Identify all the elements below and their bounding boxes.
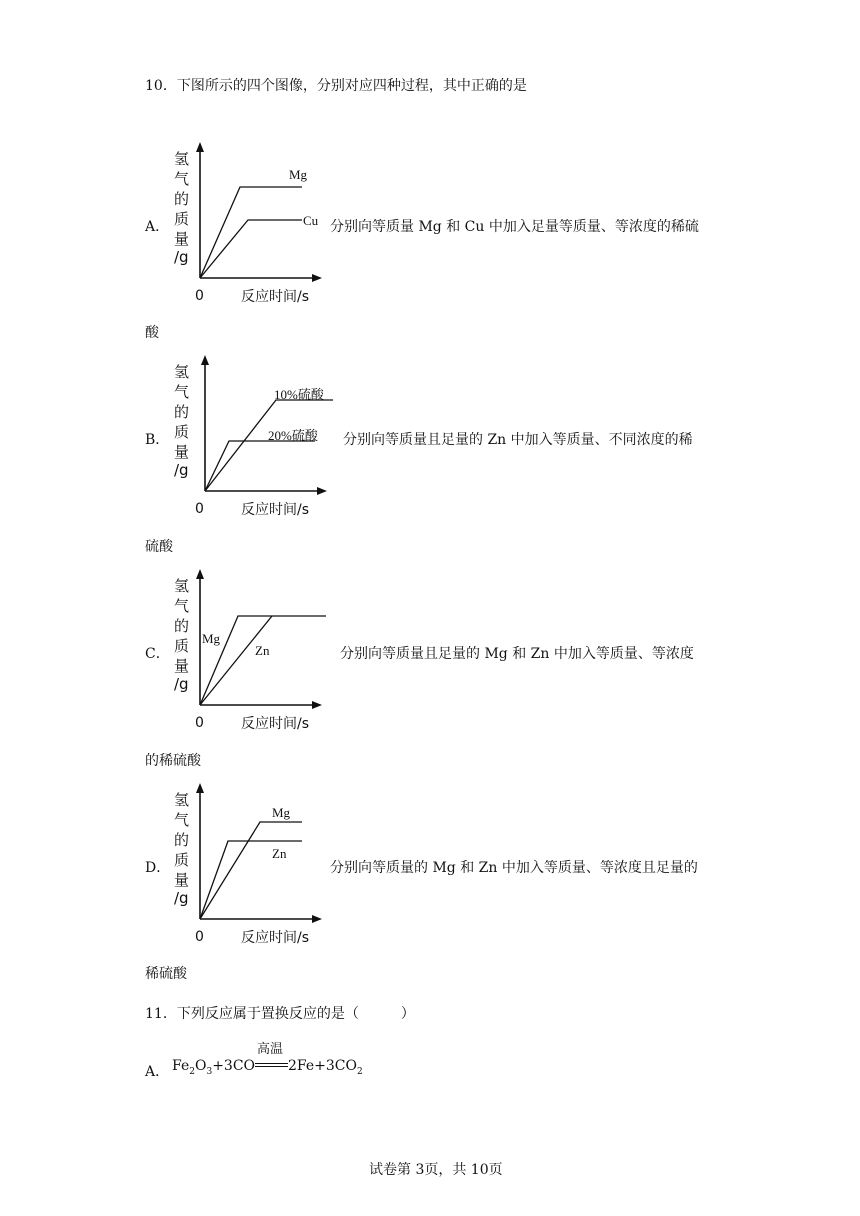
- curve-label-20-percent: 20%硫酸: [268, 428, 318, 443]
- curve-label-mg: Mg: [202, 631, 221, 646]
- formula-co: +3CO: [212, 1058, 256, 1074]
- curve-20-percent: [205, 441, 315, 491]
- y-label-char: 量: [174, 871, 190, 889]
- x-axis-arrow: [312, 274, 322, 282]
- y-label-char: 气: [174, 811, 190, 829]
- curve-label-10-percent: 10%硫酸: [274, 387, 324, 402]
- y-label-char: 量: [174, 443, 190, 461]
- subscript: 2: [356, 1066, 363, 1077]
- mg-curve: [200, 616, 326, 705]
- y-label-char: /g: [174, 889, 189, 907]
- option-d-graph: [168, 781, 338, 951]
- formula-fe: Fe: [172, 1058, 190, 1074]
- option-d-text: 分别向等质量的 Mg 和 Zn 中加入等质量、等浓度且足量的: [330, 860, 698, 876]
- question-11-stem: 11．下列反应属于置换反应的是（ ）: [145, 1006, 415, 1022]
- curve-label-zn: Zn: [272, 846, 287, 861]
- curve-label-zn: Zn: [255, 643, 270, 658]
- subscript: 3: [206, 1066, 213, 1077]
- y-label-char: 氢: [174, 363, 190, 381]
- y-axis-arrow: [201, 355, 209, 365]
- y-label-char: /g: [174, 461, 189, 479]
- option-b-text-cont: 硫酸: [145, 539, 173, 555]
- option-c-text: 分别向等质量且足量的 Mg 和 Zn 中加入等质量、等浓度: [340, 646, 694, 662]
- y-label-char: 的: [174, 831, 190, 849]
- x-axis-label: 反应时间/s: [241, 716, 310, 732]
- option-b-text: 分别向等质量且足量的 Zn 中加入等质量、不同浓度的稀: [343, 432, 693, 448]
- y-label-char: 质: [174, 210, 190, 228]
- question-10-stem: 10．下图所示的四个图像，分别对应四种过程，其中正确的是: [145, 78, 527, 94]
- origin-label: 0: [195, 288, 204, 304]
- option-c-letter: C．: [145, 646, 170, 662]
- q11-option-a-equation: [172, 1042, 363, 1077]
- mg-curve: [200, 187, 302, 278]
- y-label-char: /g: [174, 675, 189, 693]
- x-axis-label: 反应时间/s: [241, 502, 310, 518]
- y-axis-arrow: [196, 569, 204, 579]
- y-label-char: 质: [174, 637, 190, 655]
- zn-curve: [200, 616, 272, 705]
- y-label-char: 的: [174, 403, 190, 421]
- x-axis-arrow: [312, 701, 322, 709]
- y-label-char: 氢: [174, 791, 190, 809]
- y-axis-arrow: [196, 783, 204, 793]
- y-label-char: 量: [174, 230, 190, 248]
- page-footer: 试卷第 3页，共 10页: [369, 1162, 503, 1178]
- y-axis-arrow: [196, 142, 204, 152]
- y-label-char: 氢: [174, 150, 190, 168]
- option-a-text: 分别向等质量 Mg 和 Cu 中加入足量等质量、等浓度的稀硫: [330, 219, 699, 235]
- origin-label: 0: [195, 929, 204, 945]
- subscript: 2: [189, 1066, 195, 1077]
- y-label-char: 的: [174, 190, 190, 208]
- formula-products: 2Fe+3CO: [288, 1058, 357, 1074]
- eq-line-bottom: [255, 1066, 288, 1067]
- option-d-text-cont: 稀硫酸: [145, 966, 187, 982]
- option-c-text-cont: 的稀硫酸: [145, 753, 201, 769]
- option-b-letter: B．: [145, 432, 170, 448]
- y-label-char: 氢: [174, 577, 190, 595]
- y-label-char: 气: [174, 597, 190, 615]
- option-b-graph: [168, 353, 348, 523]
- reaction-condition: 高温: [257, 1042, 284, 1057]
- eq-line-top: [255, 1063, 288, 1064]
- reaction-arrow: [255, 1042, 288, 1073]
- curve-label-cu: Cu: [303, 213, 319, 228]
- x-axis-label: 反应时间/s: [241, 289, 310, 305]
- option-d-letter: D．: [145, 860, 171, 876]
- y-label-char: 量: [174, 657, 190, 675]
- option-a-text-cont: 酸: [145, 325, 159, 341]
- y-label-char: 质: [174, 851, 190, 869]
- mg-curve: [200, 822, 302, 919]
- x-axis-arrow: [312, 915, 322, 923]
- option-c-graph: [168, 567, 338, 737]
- option-a-letter: A．: [145, 219, 170, 235]
- q11-option-a-letter: A．: [145, 1064, 170, 1080]
- y-label-char: 气: [174, 170, 190, 188]
- curve-label-mg: Mg: [289, 167, 308, 182]
- origin-label: 0: [195, 501, 204, 517]
- x-axis-label: 反应时间/s: [241, 930, 310, 946]
- y-label-char: /g: [174, 248, 189, 266]
- y-label-char: 的: [174, 617, 190, 635]
- curve-10-percent: [205, 400, 333, 491]
- option-a-graph: [168, 140, 338, 310]
- zn-curve: [200, 841, 302, 919]
- origin-label: 0: [195, 715, 204, 731]
- x-axis-arrow: [317, 487, 327, 495]
- formula-o: O: [194, 1058, 207, 1074]
- curve-label-mg: Mg: [272, 805, 291, 820]
- y-label-char: 质: [174, 423, 190, 441]
- y-label-char: 气: [174, 383, 190, 401]
- cu-curve: [200, 220, 302, 278]
